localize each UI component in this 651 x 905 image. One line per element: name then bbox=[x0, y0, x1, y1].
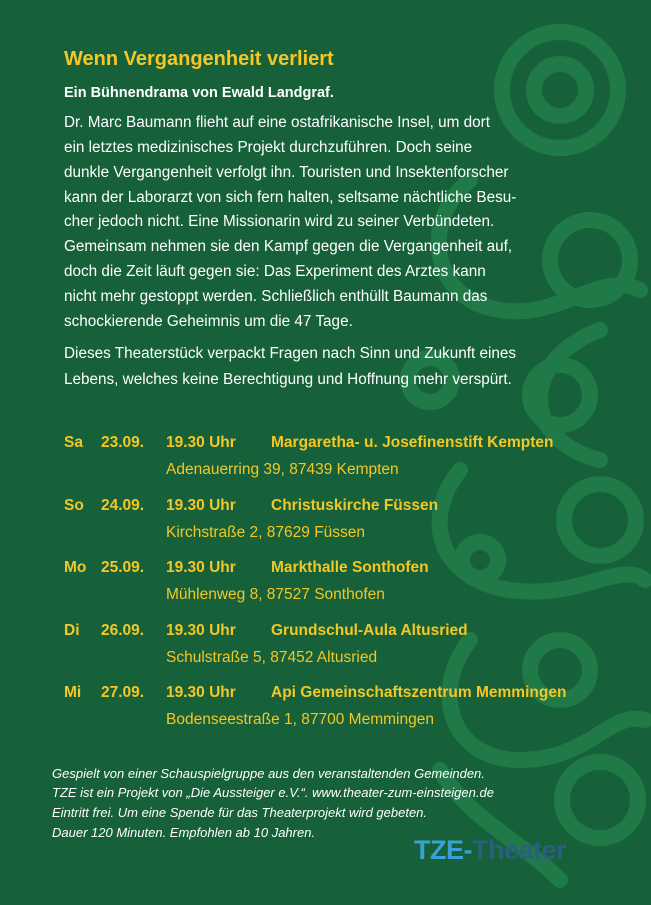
event-date: 24.09. bbox=[101, 497, 145, 514]
tze-theater-logo bbox=[414, 835, 566, 866]
event-date: 23.09. bbox=[101, 434, 145, 451]
event-address: Schulstraße 5, 87452 Altusried bbox=[166, 649, 378, 666]
event-day: Mi bbox=[64, 684, 82, 701]
event-address: Mühlenweg 8, 87527 Sonthofen bbox=[166, 586, 385, 603]
logo-suffix: Theater bbox=[472, 835, 567, 865]
logo-prefix: TZE- bbox=[414, 835, 472, 865]
event-time: 19.30 Uhr bbox=[166, 559, 236, 576]
event-day: So bbox=[64, 497, 84, 514]
event-time: 19.30 Uhr bbox=[166, 497, 236, 514]
event-address: Bodenseestraße 1, 87700 Memmingen bbox=[166, 711, 434, 728]
event-address: Adenauerring 39, 87439 Kempten bbox=[166, 461, 399, 478]
event-venue: Api Gemeinschaftszentrum Memmingen bbox=[271, 684, 567, 701]
play-title: Wenn Vergangenheit verliert bbox=[64, 48, 334, 70]
description-line: schockierende Geheimnis um die 47 Tage. bbox=[64, 313, 353, 330]
event-venue: Markthalle Sonthofen bbox=[271, 559, 429, 576]
event-date: 26.09. bbox=[101, 622, 145, 639]
description-line: Gemeinsam nehmen sie den Kampf gegen die Vergangenheit auf, bbox=[64, 238, 513, 255]
description-line: dunkle Vergangenheit verfolgt ihn. Touristen und Insektenforscher bbox=[64, 164, 509, 181]
description-line: nicht mehr gestoppt werden. Schließlich enthüllt Baumann das bbox=[64, 288, 488, 305]
event-date: 27.09. bbox=[101, 684, 145, 701]
description-line: Lebens, welches keine Berechtigung und Hoffnung mehr verspürt. bbox=[64, 371, 512, 388]
description-line: Dr. Marc Baumann flieht auf eine ostafrikanische Insel, um dort bbox=[64, 114, 490, 131]
description-line: doch die Zeit läuft gegen sie: Das Experiment des Arztes kann bbox=[64, 263, 486, 280]
footer-line: Dauer 120 Minuten. Empfohlen ab 10 Jahren. bbox=[52, 825, 316, 840]
event-day: Sa bbox=[64, 434, 83, 451]
play-subtitle: Ein Bühnendrama von Ewald Landgraf. bbox=[64, 85, 334, 101]
description-line: cher jedoch nicht. Eine Missionarin wird zu seiner Verbündeten. bbox=[64, 213, 495, 230]
event-time: 19.30 Uhr bbox=[166, 622, 236, 639]
event-date: 25.09. bbox=[101, 559, 145, 576]
description-line: Dieses Theaterstück verpackt Fragen nach Sinn und Zukunft eines bbox=[64, 345, 517, 362]
event-venue: Grundschul-Aula Altusried bbox=[271, 622, 468, 639]
description-line: ein letztes medizinisches Projekt durchzuführen. Doch seine bbox=[64, 139, 473, 156]
event-time: 19.30 Uhr bbox=[166, 684, 236, 701]
event-venue: Christuskirche Füssen bbox=[271, 497, 439, 514]
footer-line: TZE ist ein Projekt von „Die Aussteiger e.V.“. www.theater-zum-einsteigen.de bbox=[52, 785, 494, 800]
event-day: Di bbox=[64, 622, 80, 639]
event-day: Mo bbox=[64, 559, 87, 576]
footer-line: Gespielt von einer Schauspielgruppe aus den veranstaltenden Gemeinden. bbox=[52, 766, 485, 781]
event-address: Kirchstraße 2, 87629 Füssen bbox=[166, 524, 366, 541]
description-line: kann der Laborarzt von sich fern halten, seltsame nächtliche Besu- bbox=[64, 189, 517, 206]
event-time: 19.30 Uhr bbox=[166, 434, 236, 451]
event-venue: Margaretha- u. Josefinenstift Kempten bbox=[271, 434, 554, 451]
footer-line: Eintritt frei. Um eine Spende für das Theaterprojekt wird gebeten. bbox=[52, 805, 428, 820]
